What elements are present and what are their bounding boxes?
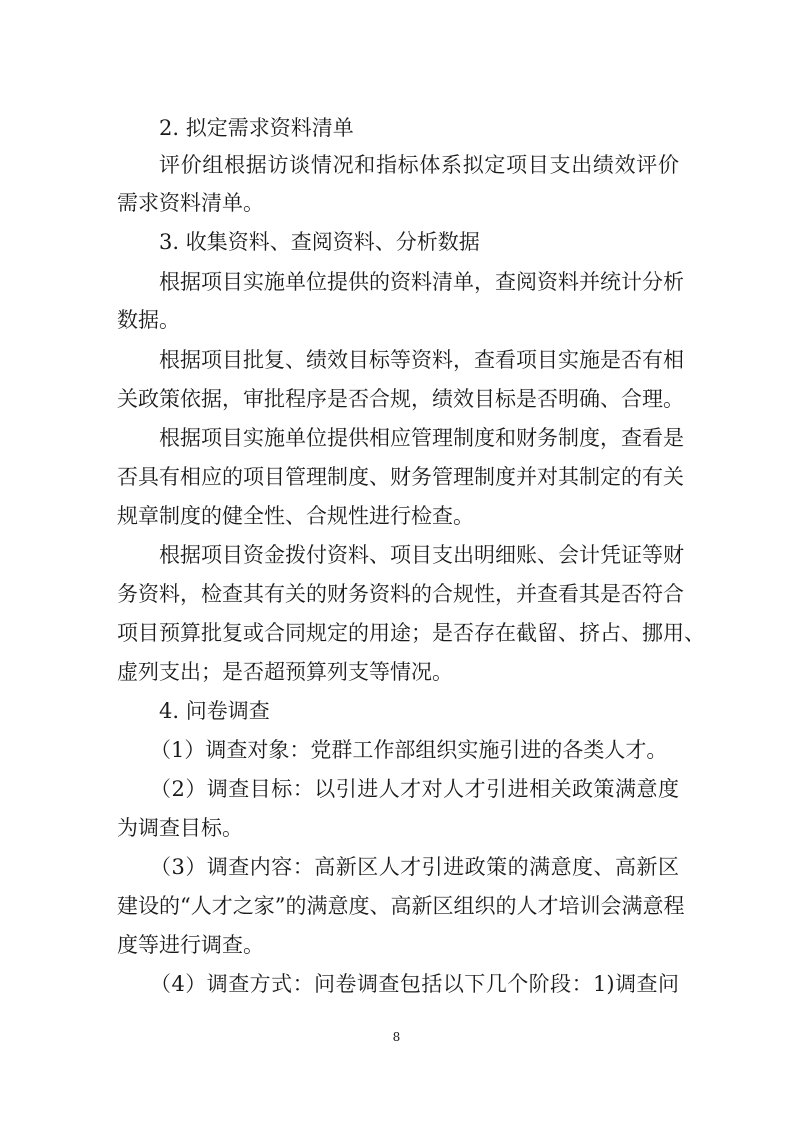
list-item: （3）调查内容：高新区人才引进政策的满意度、高新区: [150, 855, 679, 879]
paragraph-line: 根据项目批复、绩效目标等资料，查看项目实施是否有相: [159, 348, 684, 372]
paragraph-line: 规章制度的健全性、合规性进行检查。: [117, 504, 474, 528]
paragraph-line: 否具有相应的项目管理制度、财务管理制度并对其制定的有关: [117, 465, 684, 489]
paragraph-line: 建设的“人才之家”的满意度、高新区组织的人才培训会满意程: [117, 894, 685, 918]
list-item: （2）调查目标：以引进人才对人才引进相关政策满意度: [150, 777, 679, 801]
heading-4: 4. 问卷调查: [159, 699, 270, 723]
paragraph-line: 虚列支出；是否超预算列支等情况。: [117, 660, 453, 684]
page-number: 8: [392, 1030, 401, 1044]
list-item: （1）调查对象：党群工作部组织实施引进的各类人才。: [150, 738, 668, 762]
paragraph-line: 为调查目标。: [117, 816, 243, 840]
paragraph-line: 关政策依据，审批程序是否合规，绩效目标是否明确、合理。: [117, 387, 684, 411]
paragraph-line: 需求资料清单。: [117, 191, 264, 215]
heading-2: 2. 拟定需求资料清单: [159, 116, 354, 140]
paragraph-line: 评价组根据访谈情况和指标体系拟定项目支出绩效评价: [159, 153, 679, 177]
paragraph-line: 数据。: [117, 308, 180, 332]
paragraph-line: 根据项目实施单位提供相应管理制度和财务制度，查看是: [159, 426, 684, 450]
paragraph-line: 根据项目实施单位提供的资料清单，查阅资料并统计分析: [159, 270, 684, 294]
heading-3: 3. 收集资料、查阅资料、分析数据: [159, 230, 480, 254]
paragraph-line: 务资料，检查其有关的财务资料的合规性，并查看其是否符合: [117, 582, 684, 606]
paragraph-line: 根据项目资金拨付资料、项目支出明细账、会计凭证等财: [159, 543, 684, 567]
list-item: （4）调查方式：问卷调查包括以下几个阶段：1)调查问: [150, 972, 679, 996]
paragraph-line: 度等进行调查。: [117, 933, 264, 957]
paragraph-line: 项目预算批复或合同规定的用途；是否存在截留、挤占、挪用、: [117, 621, 705, 645]
